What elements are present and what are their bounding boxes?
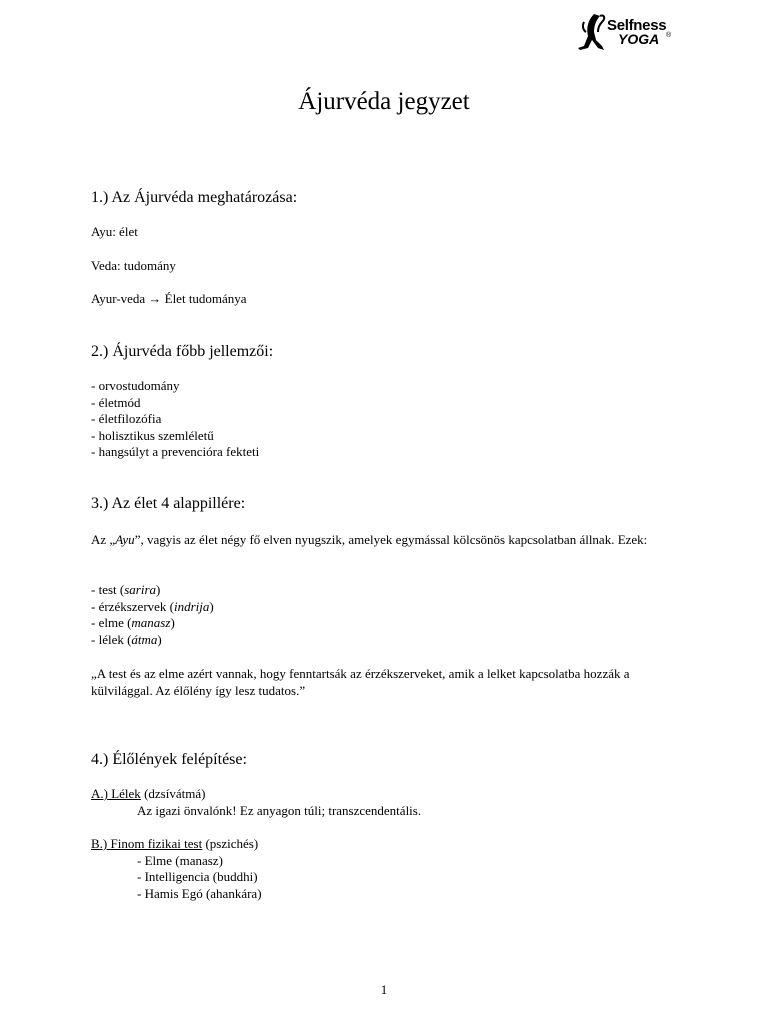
list-item: - Elme (manasz) xyxy=(137,852,223,868)
list-item: - lélek (átma) xyxy=(91,631,162,647)
section-2-heading: 2.) Ájurvéda főbb jellemzői: xyxy=(91,343,274,360)
list-item: - Hamis Egó (ahankára) xyxy=(137,885,262,901)
intro-text-a: Az „ xyxy=(91,532,116,547)
s3-list xyxy=(91,582,214,648)
s4-b-label: B.) Finom fizikai test xyxy=(91,836,203,851)
list-item: - Intelligencia (buddhi) xyxy=(137,869,258,884)
list-item: - életfilozófia xyxy=(91,411,162,426)
s4-a-heading xyxy=(91,786,421,803)
s4-a-rest: (dzsívátmá) xyxy=(140,786,206,801)
s4-a-description: Az igazi önvalónk! Ez anyagon túli; transzcendentális. xyxy=(137,802,422,818)
s1-line-ayurveda: Ayur-veda → Élet tudománya xyxy=(91,291,247,306)
s4-a-label: A.) Lélek xyxy=(91,786,141,801)
list-item: - érzékszervek (indrija) xyxy=(91,598,214,614)
s4-b-rest: (pszichés) xyxy=(202,836,259,851)
s1-line-veda: Veda: tudomány xyxy=(91,258,176,273)
page-title: Ájurvéda jegyzet xyxy=(298,88,470,115)
list-item: - orvostudomány xyxy=(91,378,180,393)
section-1-heading: 1.) Az Ájurvéda meghatározása: xyxy=(91,189,298,206)
s4-b-heading xyxy=(91,836,262,853)
selfness-yoga-logo xyxy=(574,10,674,54)
s1-line-ayu: Ayu: élet xyxy=(91,224,138,239)
list-item: - elme (manasz) xyxy=(91,615,175,630)
list-item: - életmód xyxy=(91,394,141,410)
registered-mark: ® xyxy=(666,32,672,39)
s4-b xyxy=(91,836,262,902)
list-item: - hangsúlyt a prevencióra fekteti xyxy=(91,444,260,459)
yoga-figure-icon xyxy=(574,12,608,52)
logo-word-yoga: YOGA xyxy=(618,31,660,47)
s2-list xyxy=(91,378,259,461)
s4-a xyxy=(91,786,421,819)
page-number: 1 xyxy=(380,982,388,997)
s3-quote: „A test és az elme azért vannak, hogy fenntartsák az érzékszerveket, amik a lelket kapcsolatba hozzák a külvilággal. Az élőlény így lesz tudatos.” xyxy=(91,666,630,698)
list-item: - test (sarira) xyxy=(91,582,161,597)
logo-word-selfness: Selfness xyxy=(607,17,667,34)
section-4-heading: 4.) Élőlények felépítése: xyxy=(91,751,247,768)
list-item: - holisztikus szemléletű xyxy=(91,427,214,443)
section-3-heading: 3.) Az élet 4 alappillére: xyxy=(91,495,246,512)
intro-ayu-term: Ayu xyxy=(115,532,135,547)
intro-text-b: ”, vagyis az élet négy fő elven nyugszik, amelyek egymással kölcsönös kapcsolatban állnak. Ezek: xyxy=(134,532,648,547)
s3-intro xyxy=(91,532,691,549)
